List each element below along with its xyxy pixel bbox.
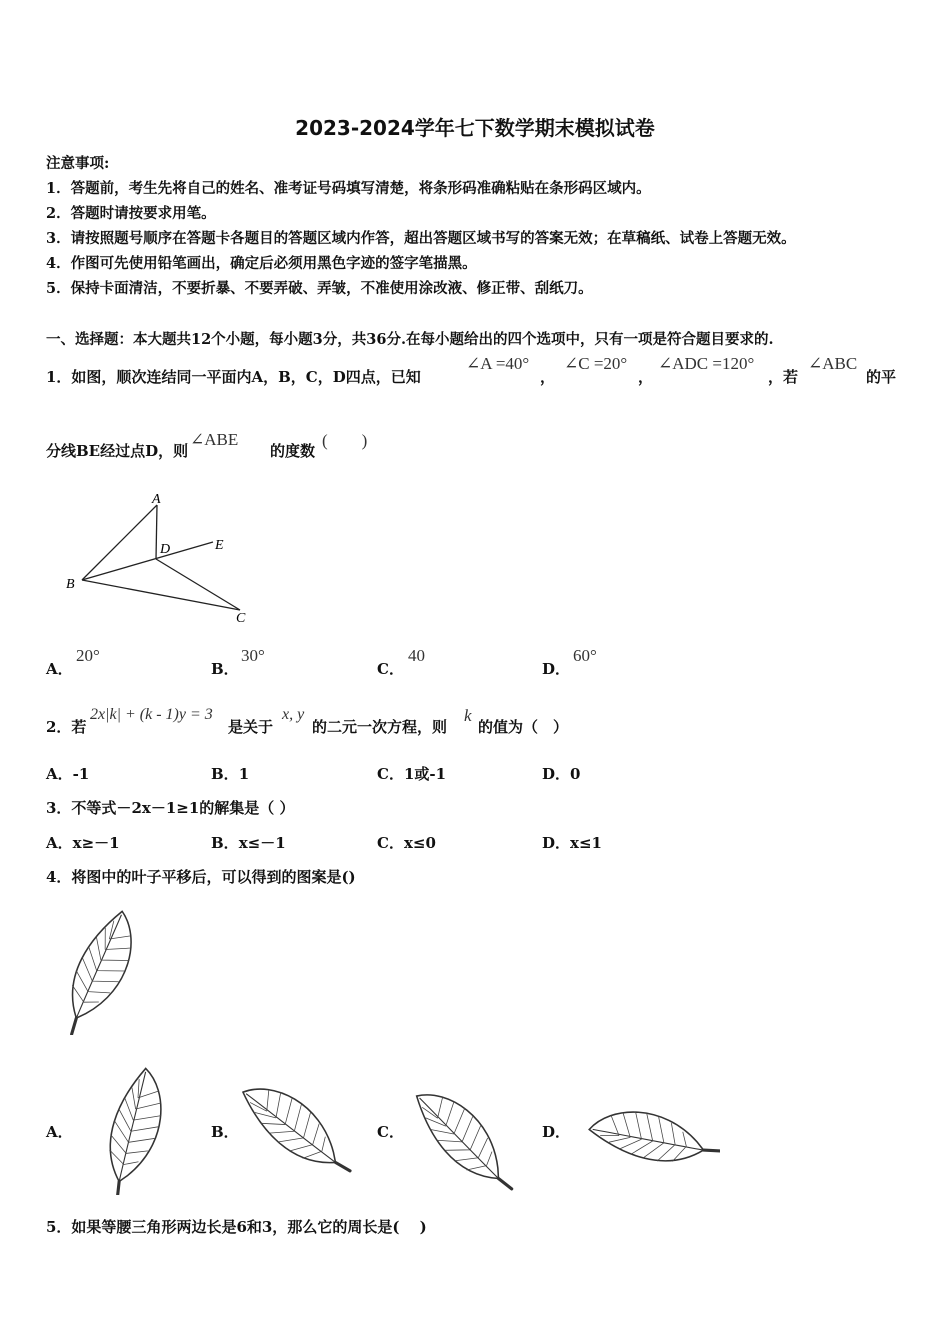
section-heading: 一、选择题：本大题共12个小题，每小题3分，共36分.在每小题给出的四个选项中，只有一项是符合题目要求的. — [46, 331, 774, 348]
note-item: 1．答题前，考生先将自己的姓名、准考证号码填写清楚，将条形码准确粘贴在条形码区域内。 — [46, 180, 651, 197]
q1-comma: ， — [540, 368, 556, 386]
q1-text: 的度数 — [270, 442, 316, 460]
q1-angle-c: ∠C =20° — [564, 354, 628, 373]
q1-text: 分线BE经过点D，则 — [46, 442, 189, 460]
q4-option-d-label: D． — [542, 1123, 571, 1141]
q3-option-b: B．x≤－1 — [211, 834, 286, 852]
q1-angle-abe: ∠ABE — [190, 430, 239, 449]
q1-option-a-label: A． — [46, 660, 73, 678]
q2-option-b: B．1 — [211, 765, 250, 783]
q1-option-d-value: 60° — [573, 646, 597, 665]
q1-angle-adc: ∠ADC =120° — [658, 354, 755, 373]
q4-option-c-label: C． — [377, 1123, 404, 1141]
q4-text: 4．将图中的叶子平移后，可以得到的图案是() — [46, 868, 356, 886]
label-d: D — [160, 542, 171, 557]
q1-option-c-label: C． — [377, 660, 404, 678]
q4-option-c-leaf — [405, 1068, 525, 1198]
q2-vars: x, y — [282, 706, 305, 723]
q2-option-d: D．0 — [542, 765, 581, 783]
q1-text: 的平 — [866, 368, 897, 386]
q2-text: 是关于 — [228, 718, 274, 736]
notes-heading: 注意事项: — [46, 155, 110, 172]
q1-option-b-value: 30° — [241, 646, 265, 665]
label-a: A — [152, 492, 161, 507]
label-b: B — [66, 577, 75, 592]
q2-text: 的二元一次方程，则 — [312, 718, 448, 736]
q4-option-b-label: B． — [211, 1123, 239, 1141]
q3-option-a: A．x≥－1 — [46, 834, 120, 852]
q1-figure — [60, 485, 260, 625]
q1-text: 1．如图，顺次连结同一平面内A，B，C，D四点，已知 — [46, 368, 421, 386]
note-item: 2．答题时请按要求用笔。 — [46, 205, 216, 222]
segment-ad — [156, 505, 157, 559]
q1-option-a-value: 20° — [76, 646, 100, 665]
q2-equation: 2x|k| + (k - 1)y = 3 — [90, 706, 213, 723]
q2-text: 2．若 — [46, 718, 87, 736]
q1-option-c-value: 40 — [408, 646, 425, 665]
q2-k: k — [464, 706, 472, 725]
q3-option-d: D．x≤1 — [542, 834, 602, 852]
q4-option-b-leaf — [240, 1058, 355, 1188]
label-e: E — [215, 538, 224, 553]
q2-option-a: A．-1 — [46, 765, 90, 783]
note-item: 5．保持卡面清洁，不要折暴、不要弄破、弄皱，不准使用涂改液、修正带、刮纸刀。 — [46, 280, 593, 297]
q2-text: 的值为（ ） — [478, 718, 569, 736]
q4-option-a-leaf — [85, 1065, 195, 1195]
note-item: 3．请按照题号顺序在答题卡各题目的答题区域内作答，超出答题区域书写的答案无效；在草稿纸、试卷上答题无效。 — [46, 230, 796, 247]
q1-option-b-label: B． — [211, 660, 239, 678]
q1-angle-a: ∠A =40° — [466, 354, 530, 373]
q1-option-d-label: D． — [542, 660, 571, 678]
q4-original-leaf — [44, 905, 164, 1035]
q2-option-c: C．1或-1 — [377, 765, 447, 783]
q1-text: ，若 — [768, 368, 799, 386]
q3-text: 3．不等式－2x－1≥1的解集是（ ） — [46, 799, 295, 817]
q1-comma: ， — [638, 368, 654, 386]
label-c: C — [236, 611, 246, 625]
page-title: 2023-2024学年七下数学期末模拟试卷 — [295, 116, 655, 140]
q1-angle-abc: ∠ABC — [808, 354, 858, 373]
q5-text: 5．如果等腰三角形两边长是6和3，那么它的周长是( ) — [46, 1218, 427, 1236]
q4-option-d-leaf — [580, 1075, 720, 1190]
q3-option-c: C．x≤0 — [377, 834, 436, 852]
q4-option-a-label: A． — [46, 1123, 73, 1141]
note-item: 4．作图可先使用铅笔画出，确定后必须用黑色字迹的签字笔描黑。 — [46, 255, 477, 272]
q1-paren: ( ) — [322, 431, 368, 450]
